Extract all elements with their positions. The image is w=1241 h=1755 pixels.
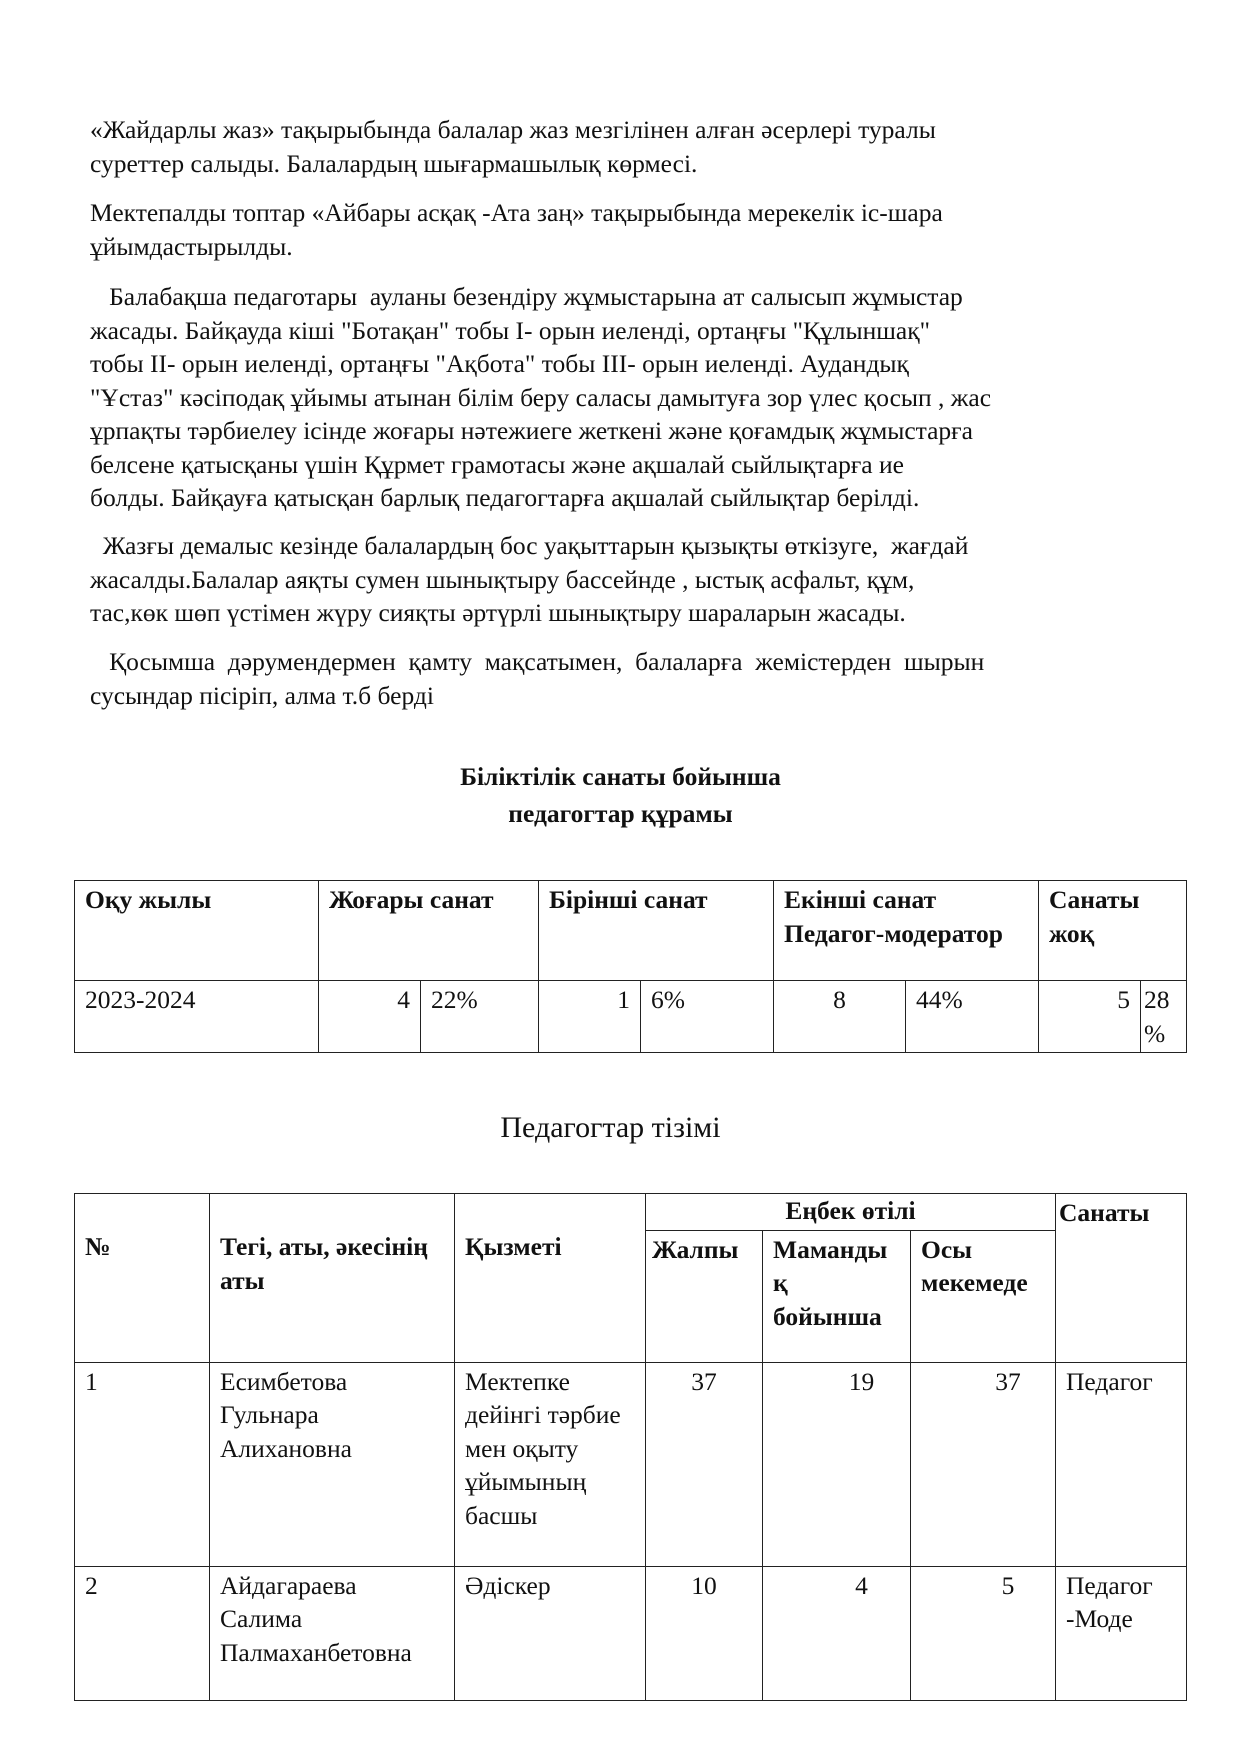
- cell-institution-experience: 37: [911, 1362, 1056, 1566]
- table-row: [75, 1362, 1187, 1566]
- paragraph-line: жасады. Байқауда кіші "Ботақан" тобы І- орын иеленді, ортаңғы "Құлыншақ": [90, 315, 931, 345]
- paragraph-constitution-event: [90, 196, 1130, 263]
- paragraph-line: болды. Байқауға қатысқан барлық педагогтарға ақшалай сыйлықтар берілді.: [90, 483, 920, 512]
- cell-total-experience: 10: [646, 1566, 763, 1700]
- paragraph-line: "Ұстаз" кәсіподақ ұйымы атынан білім беру саласы дамытуға зор үлес қосып , жас: [90, 382, 992, 412]
- paragraph-summer-drawings: [90, 113, 1130, 180]
- paragraph-line: Жазғы демалыс кезінде балалардың бос уақыттарын қызықты өткізуге, жағдай: [90, 531, 969, 560]
- paragraph-summer-holidays: [90, 529, 1130, 630]
- paragraph-line: Қосымша дәрумендермен қамту мақсатымен, балаларға жемістерден шырын: [90, 647, 985, 676]
- qualification-title-line2: педагогтар құрамы: [508, 799, 733, 828]
- cell-second-percent: 44%: [906, 981, 1039, 1053]
- cell-number: 2: [75, 1566, 210, 1700]
- qualification-table: [74, 880, 1187, 1053]
- paragraph-line: сусындар пісіріп, алма т.б берді: [90, 680, 434, 710]
- cell-specialty-experience: 4: [763, 1566, 911, 1700]
- header-category: Санаты: [1056, 1194, 1187, 1363]
- staff-header-row-1: [75, 1194, 1187, 1231]
- qualification-data-row: [75, 981, 1187, 1053]
- cell-position: Мектепке дейінгі тәрбие мен оқыту ұйымының басшы: [455, 1362, 646, 1566]
- cell-full-name: Есимбетова Гульнара Алихановна: [210, 1362, 455, 1566]
- header-number: №: [75, 1194, 210, 1363]
- header-institution-experience: Осы мекемеде: [911, 1230, 1056, 1362]
- paragraph-line: тас,көк шөп үстімен жүру сияқты әртүрлі шынықтыру шараларын жасады.: [90, 598, 906, 627]
- qualification-title-line1: Біліктілік санаты бойынша: [460, 762, 781, 791]
- paragraph-vitamins: [90, 645, 1130, 712]
- cell-total-experience: 37: [646, 1362, 763, 1566]
- cell-number: 1: [75, 1362, 210, 1566]
- cell-position: Әдіскер: [455, 1566, 646, 1700]
- paragraph-line: белсене қатысқаны үшін Құрмет грамотасы және ақшалай сыйлықтарға ие: [90, 449, 904, 479]
- paragraph-line: Мектепалды топтар «Айбары асқақ -Ата заң» тақырыбында мерекелік іс-шара: [90, 198, 943, 227]
- cell-institution-experience: 5: [911, 1566, 1056, 1700]
- header-first-category: Бірінші санат: [539, 881, 774, 981]
- paragraph-line: жасалды.Балалар аяқты сумен шынықтыру бассейнде , ыстық асфальт, құм,: [90, 564, 915, 594]
- staff-table: [74, 1193, 1187, 1701]
- qualification-header-row: [75, 881, 1187, 981]
- header-work-experience: Еңбек өтілі: [646, 1194, 1056, 1231]
- header-no-category: Санаты жоқ: [1039, 881, 1187, 981]
- paragraph-line: «Жайдарлы жаз» тақырыбында балалар жаз мезгілінен алған әсерлері туралы: [90, 115, 936, 144]
- paragraph-line: тобы ІІ- орын иеленді, ортаңғы "Ақбота" тобы ІІІ- орын иеленді. Аудандық: [90, 349, 909, 378]
- header-total-experience: Жалпы: [646, 1230, 763, 1362]
- cell-first-count: 1: [539, 981, 641, 1053]
- paragraph-line: суреттер салыды. Балалардың шығармашылық көрмесі.: [90, 148, 698, 178]
- cell-second-count: 8: [774, 981, 906, 1053]
- paragraph-line: ұрпақты тәрбиелеу ісінде жоғары нәтежиеге жеткені және қоғамдық жұмыстарға: [90, 416, 973, 445]
- cell-category: Педагог-Моде: [1056, 1566, 1187, 1700]
- cell-specialty-experience: 19: [763, 1362, 911, 1566]
- cell-full-name: Айдагараева Салима Палмаханбетовна: [210, 1566, 455, 1700]
- cell-first-percent: 6%: [641, 981, 774, 1053]
- paragraph-line: Балабақша педаготары ауланы безендіру жұмыстарына ат салысып жұмыстар: [90, 282, 963, 311]
- staff-list-title: Педагогтар тізімі: [500, 1111, 721, 1144]
- header-year: Оқу жылы: [75, 881, 319, 981]
- cell-none-count: 5: [1039, 981, 1141, 1053]
- header-specialty-experience: Мамандық бойынша: [763, 1230, 911, 1362]
- cell-category: Педагог: [1056, 1362, 1187, 1566]
- header-full-name: Тегі, аты, әкесінің аты: [210, 1194, 455, 1363]
- paragraph-yard-decoration: [90, 280, 1130, 515]
- cell-none-percent: 28 %: [1141, 981, 1187, 1053]
- cell-high-count: 4: [319, 981, 421, 1053]
- header-second-category: Екінші санат Педагог-модератор: [774, 881, 1039, 981]
- cell-year: 2023-2024: [75, 981, 319, 1053]
- header-position: Қызметі: [455, 1194, 646, 1363]
- cell-high-percent: 22%: [421, 981, 539, 1053]
- table-row: [75, 1566, 1187, 1700]
- header-high-category: Жоғары санат: [319, 881, 539, 981]
- paragraph-line: ұйымдастырылды.: [90, 231, 293, 261]
